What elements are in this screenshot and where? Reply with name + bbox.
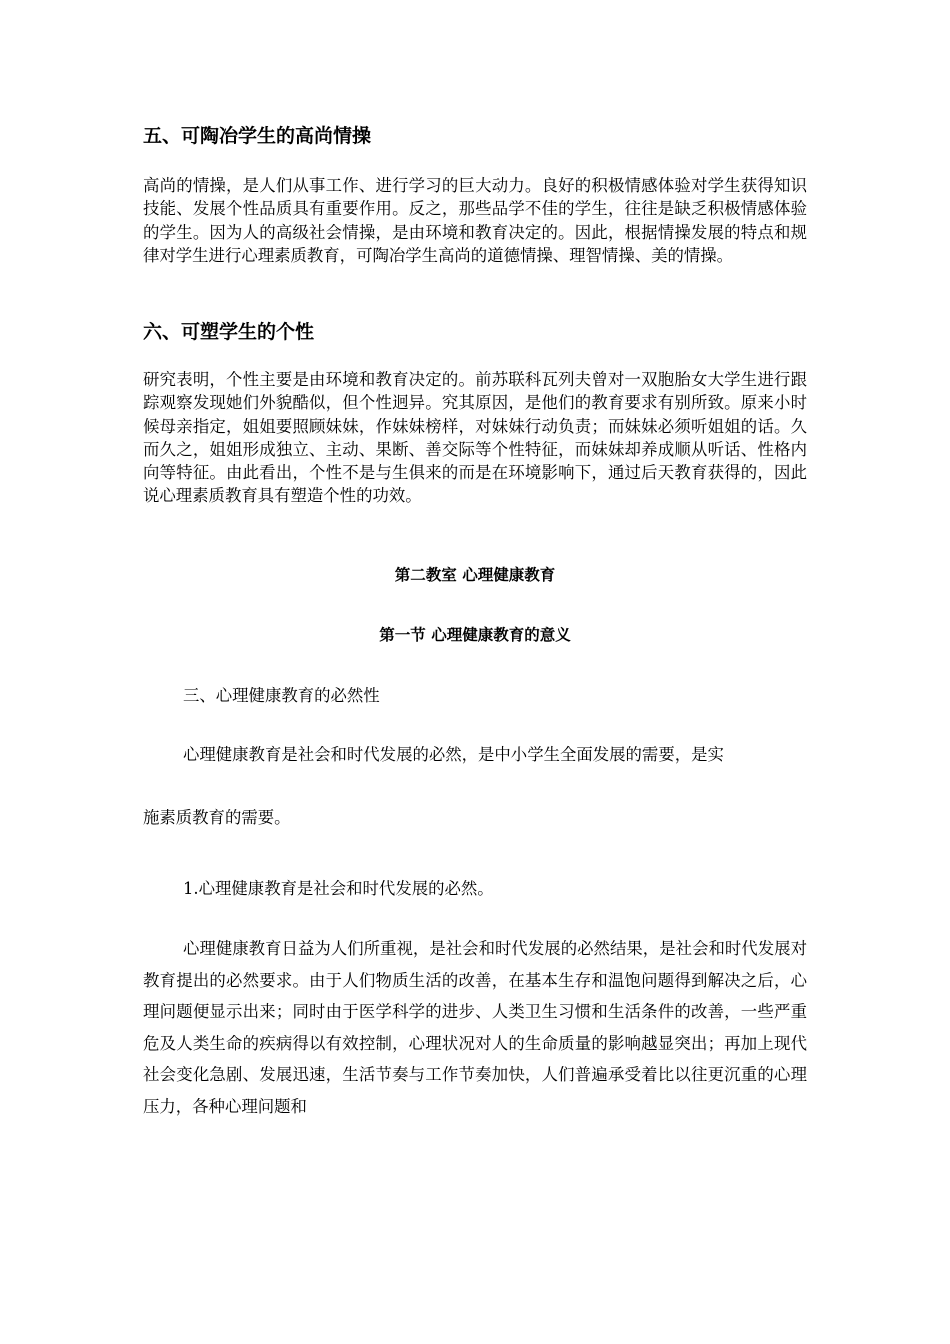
necessity-paragraph-line-2: 施素质教育的需要。 — [143, 808, 291, 827]
section-6-paragraph: 研究表明，个性主要是由环境和教育决定的。前苏联科瓦列夫曾对一双胞胎女大学生进行跟踪观察发现她们外貌酷似，但个性迥异。究其原因，是他们的教育要求有别所致。原来小时候母亲指定，姐姐要照顾妹妹，作妹妹榜样，对妹妹行动负责；而妹妹必须听姐姐的话。久而久之，姐姐形成独立、主动、果断、善交际等个性特征，而妹妹却养成顺从听话、性格内向等特征。由此看出，个性不是与生俱来的而是在环境影响下，通过后天教育获得的，因此说心理素质教育具有塑造个性的功效。 — [143, 370, 807, 506]
section-title: 第一节 心理健康教育的意义 — [379, 626, 571, 644]
section-heading-6: 六、可塑学生的个性 — [143, 321, 315, 343]
section-heading-5: 五、可陶冶学生的高尚情操 — [143, 125, 372, 147]
necessity-paragraph-line-1: 心理健康教育是社会和时代发展的必然，是中小学生全面发展的需要，是实 — [183, 745, 724, 764]
section-5-paragraph: 高尚的情操，是人们从事工作、进行学习的巨大动力。良好的积极情感体验对学生获得知识技能、发展个性品质具有重要作用。反之，那些品学不佳的学生，往往是缺乏积极情感体验的学生。因为人的高级社会情操，是由环境和教育决定的。因此，根据情操发展的特点和规律对学生进行心理素质教育，可陶冶学生高尚的道德情操、理智情操、美的情操。 — [143, 176, 807, 265]
subsection-title: 三、心理健康教育的必然性 — [183, 686, 380, 705]
point-1-heading: 1.心理健康教育是社会和时代发展的必然。 — [183, 879, 494, 898]
chapter-title: 第二教室 心理健康教育 — [394, 566, 556, 584]
point-1-paragraph: 心理健康教育日益为人们所重视，是社会和时代发展的必然结果，是社会和时代发展对教育提出的必然要求。由于人们物质生活的改善，在基本生存和温饱问题得到解决之后，心理问题便显示出来；同时由于医学科学的进步、人类卫生习惯和生活条件的改善，一些严重危及人类生命的疾病得以有效控制，心理状况对人的生命质量的影响越显突出；再加上现代社会变化急剧、发展迅速，生活节奏与工作节奏加快，人们普遍承受着比以往更沉重的心理压力，各种心理问题和 — [143, 939, 807, 1116]
